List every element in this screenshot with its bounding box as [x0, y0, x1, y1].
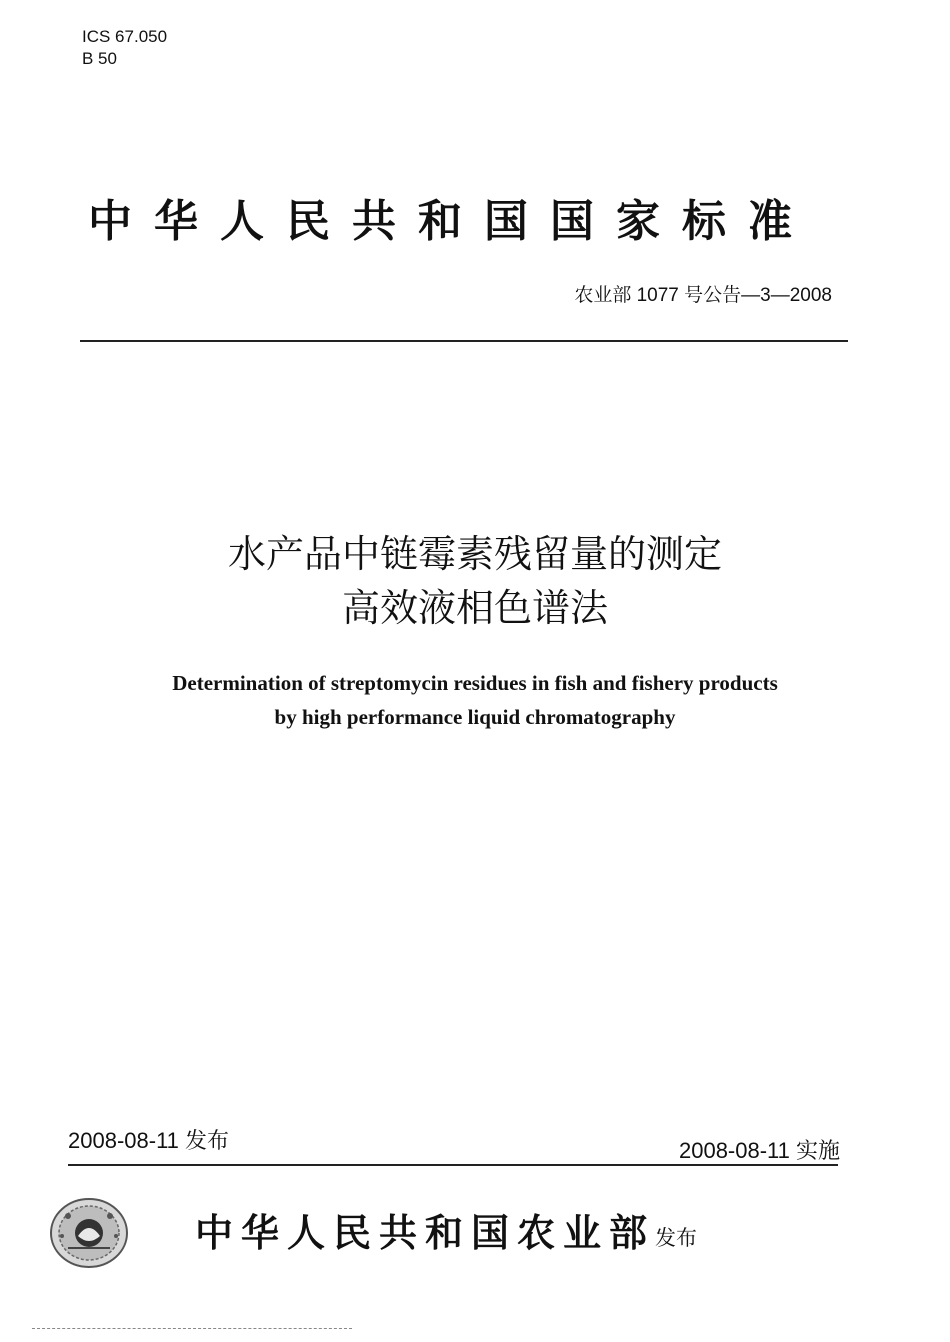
implementation-date: 2008-08-11 实施 — [678, 1138, 840, 1163]
ministry-seal-icon — [48, 1196, 130, 1270]
ics-code-block — [82, 26, 167, 70]
issuing-authority: 中华人民共和国农业部 — [195, 1210, 656, 1255]
ics-code: ICS 67.050 — [82, 27, 168, 46]
page-edge-mark — [32, 1328, 352, 1329]
english-title — [0, 666, 950, 734]
national-standard-heading: 中华人民共和国国家标准 — [88, 196, 814, 247]
chinese-title — [0, 527, 950, 635]
english-title-line2: by high performance liquid chromatography — [274, 705, 676, 729]
chinese-title-line1: 水产品中链霉素残留量的测定 — [227, 532, 722, 576]
bottom-divider — [68, 1164, 838, 1166]
publish-label: 发布 — [655, 1226, 697, 1250]
chinese-title-line2: 高效液相色谱法 — [341, 586, 608, 630]
english-title-line1: Determination of streptomycin residues in fish and fishery products — [172, 671, 778, 695]
classification-code: B 50 — [82, 49, 117, 68]
issue-date: 2008-08-11 发布 — [68, 1128, 230, 1153]
standard-number: 农业部 1077 号公告—3—2008 — [574, 285, 832, 306]
top-divider — [80, 340, 848, 342]
